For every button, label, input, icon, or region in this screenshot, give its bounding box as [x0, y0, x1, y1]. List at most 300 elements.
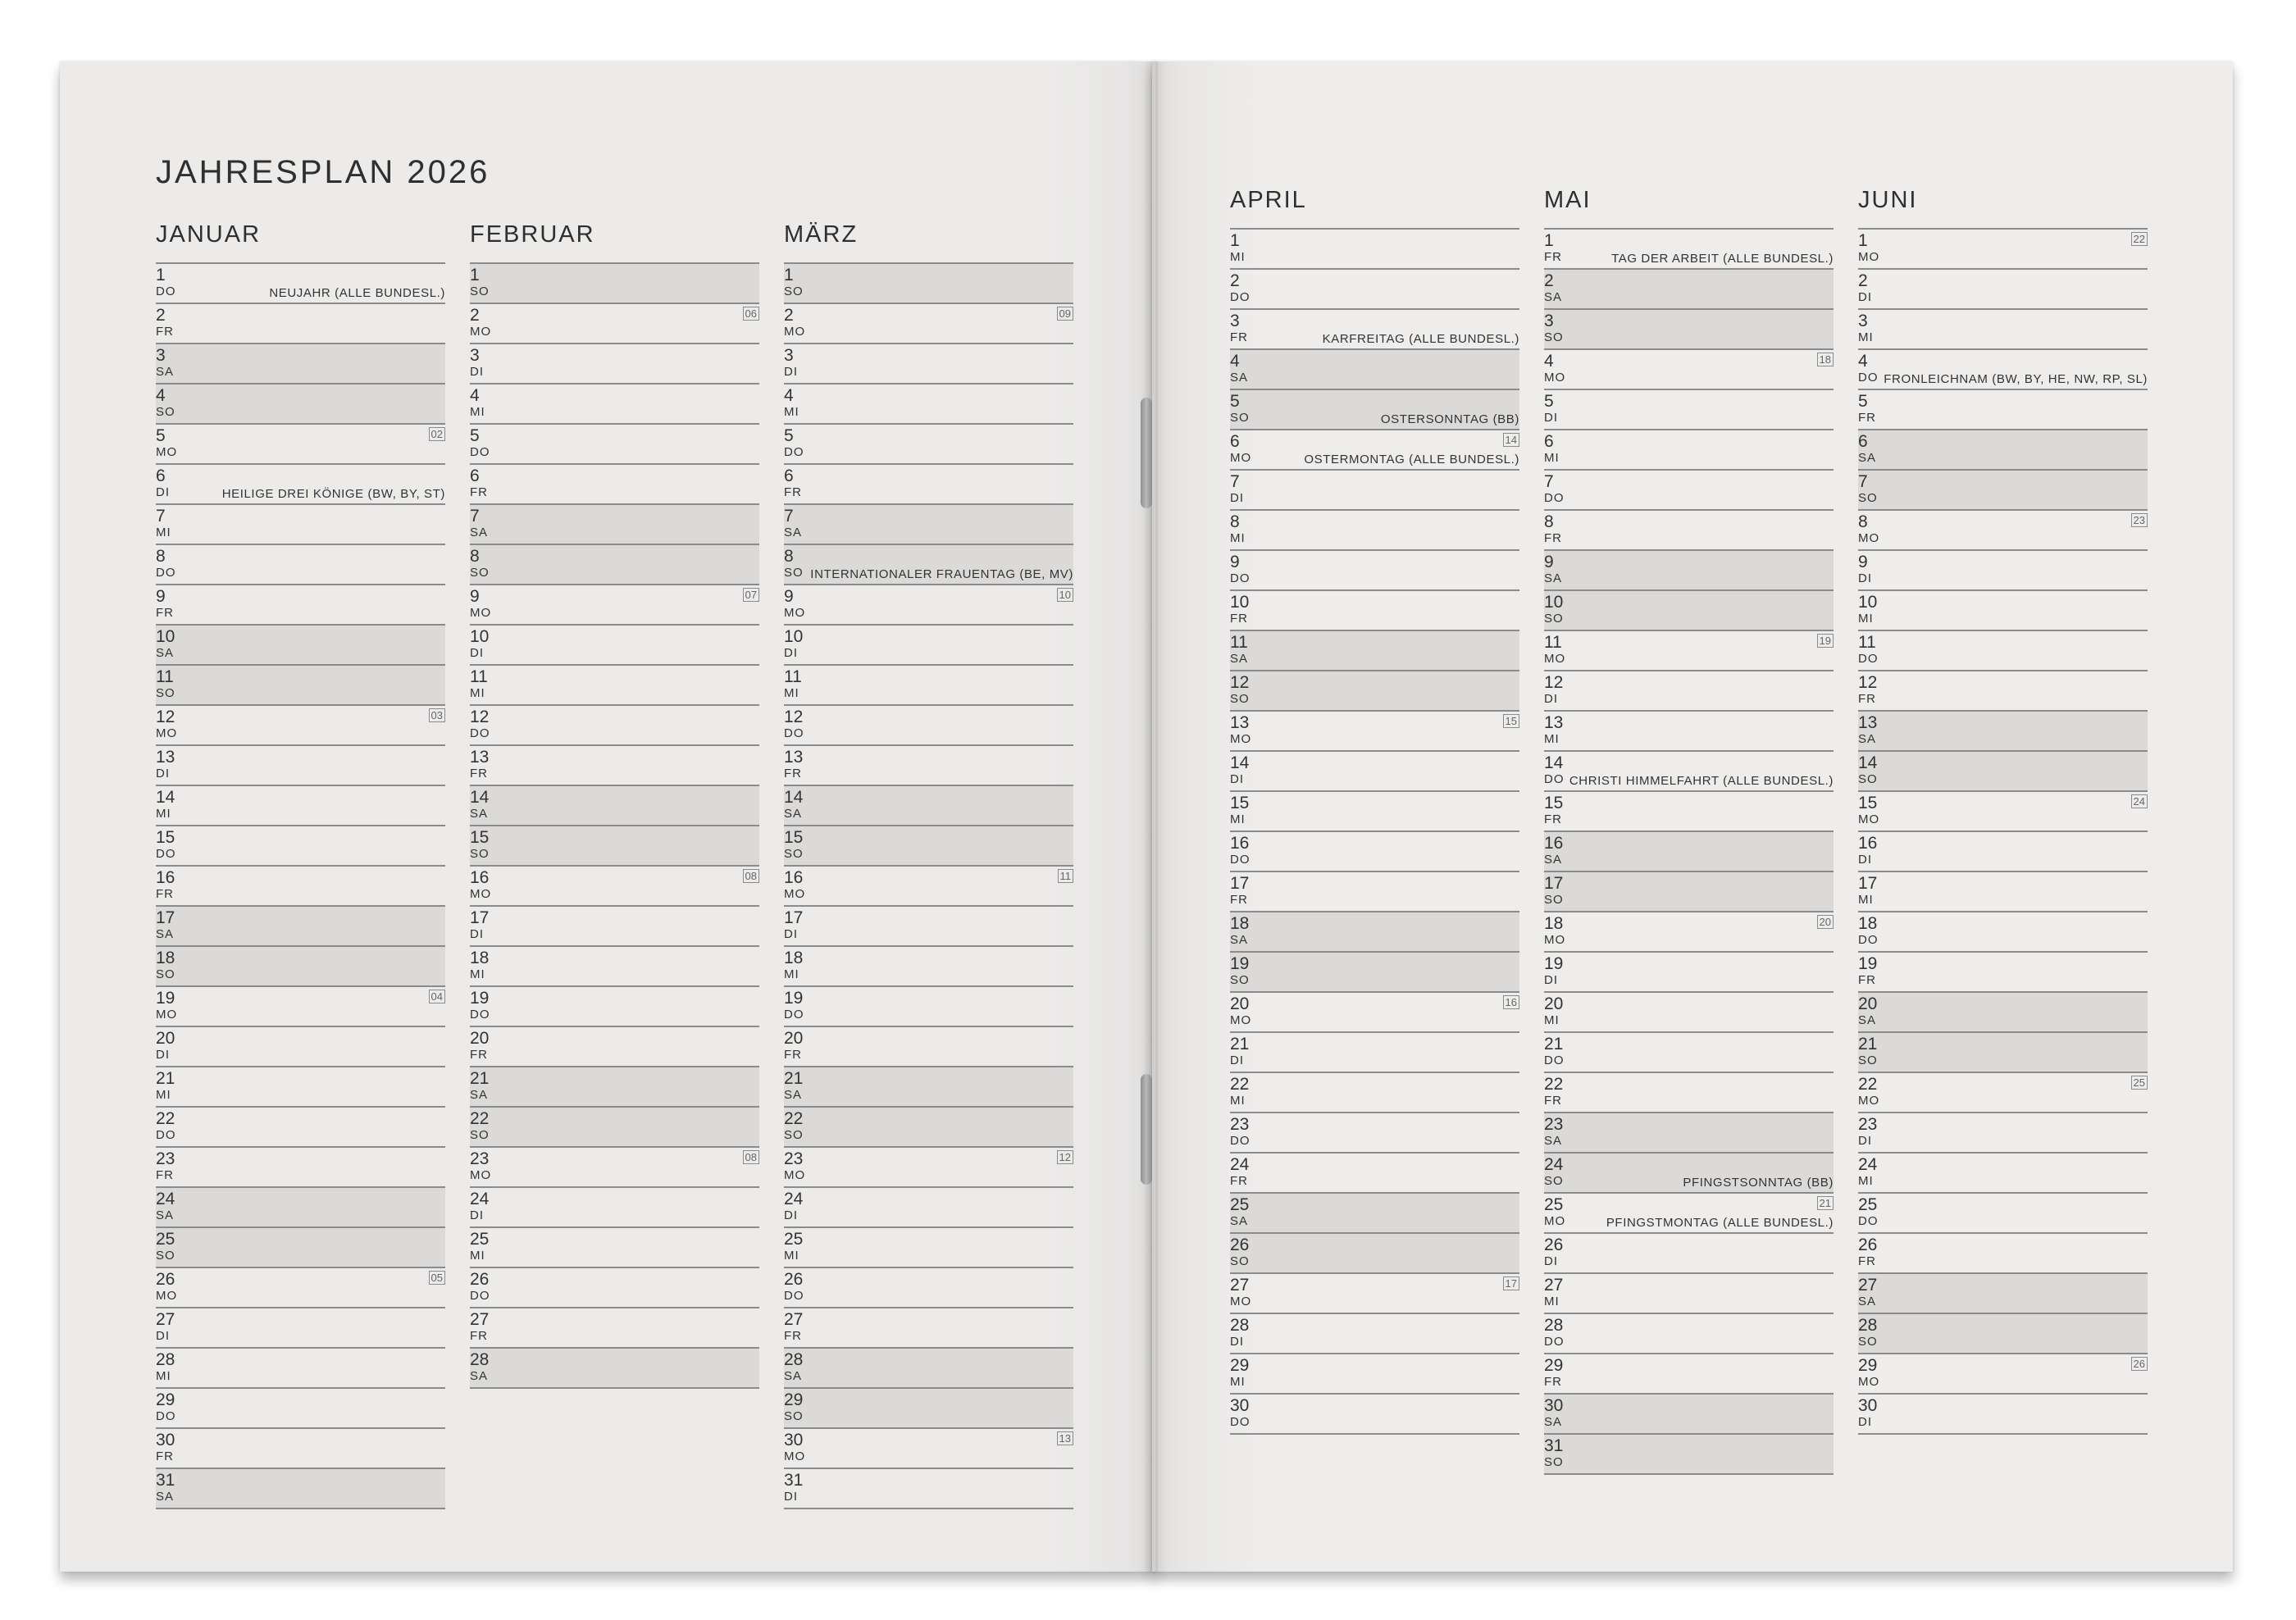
day-row — [1544, 549, 1834, 589]
day-number: 14 — [470, 788, 490, 807]
day-row — [784, 1387, 1073, 1427]
day-row — [470, 985, 759, 1026]
day-row — [784, 704, 1073, 744]
day-number: 29 — [1544, 1356, 1564, 1375]
day-row — [1230, 790, 1519, 830]
week-number-badge: 24 — [2131, 794, 2148, 808]
weekday-abbr: MO — [470, 887, 492, 901]
day-number: 14 — [1544, 753, 1564, 772]
day-number: 15 — [1230, 794, 1250, 812]
week-number-badge: 07 — [743, 588, 759, 602]
weekday-abbr: SO — [470, 566, 490, 580]
day-number: 8 — [1544, 512, 1554, 531]
day-number: 29 — [1858, 1356, 1878, 1375]
day-number: 1 — [784, 266, 794, 284]
weekday-abbr: DI — [1858, 571, 1872, 585]
day-number: 26 — [1230, 1235, 1250, 1254]
weekday-abbr: MI — [156, 1088, 171, 1102]
weekday-abbr: SO — [784, 566, 804, 580]
day-row — [156, 785, 445, 825]
day-row — [784, 1267, 1073, 1307]
day-number: 11 — [1858, 633, 1876, 652]
weekday-abbr: DI — [470, 927, 484, 941]
day-number: 11 — [156, 667, 174, 686]
day-row — [784, 383, 1073, 423]
day-row — [1544, 228, 1834, 268]
day-number: 11 — [470, 667, 488, 686]
day-number: 16 — [1544, 834, 1564, 853]
day-row — [470, 945, 759, 985]
day-number: 14 — [156, 788, 175, 807]
weekday-abbr: DI — [784, 927, 798, 941]
weekday-abbr: FR — [470, 767, 488, 780]
day-row — [1858, 790, 2148, 830]
week-number-badge: 15 — [1503, 714, 1519, 728]
day-number: 2 — [1858, 271, 1868, 290]
day-row — [1544, 1313, 1834, 1353]
weekday-abbr: FR — [1230, 612, 1248, 626]
day-row — [156, 1347, 445, 1387]
weekday-abbr: FR — [1544, 812, 1562, 826]
day-number: 1 — [1230, 231, 1240, 250]
weekday-abbr: SA — [470, 807, 489, 821]
weekday-abbr: DI — [1544, 411, 1558, 425]
day-row — [156, 865, 445, 905]
weekday-abbr: DI — [1544, 973, 1558, 987]
day-number: 18 — [470, 949, 490, 967]
day-row — [470, 664, 759, 704]
day-row — [1544, 750, 1834, 790]
day-number: 21 — [1544, 1035, 1564, 1053]
day-number: 26 — [1544, 1235, 1564, 1254]
day-number: 4 — [156, 386, 166, 405]
day-number: 12 — [784, 708, 804, 726]
day-row — [156, 544, 445, 584]
day-row — [156, 825, 445, 865]
weekday-abbr: MI — [1544, 732, 1560, 746]
day-row — [784, 1427, 1073, 1468]
day-number: 11 — [1544, 633, 1562, 652]
day-row — [156, 383, 445, 423]
day-number: 29 — [156, 1390, 175, 1409]
weekday-abbr: MI — [1858, 330, 1874, 344]
weekday-abbr: SO — [1230, 411, 1250, 425]
day-number: 7 — [470, 507, 480, 526]
day-number: 5 — [156, 426, 166, 445]
weekday-abbr: DO — [470, 1008, 490, 1022]
week-number-badge: 23 — [2131, 513, 2148, 527]
day-row — [1544, 710, 1834, 750]
weekday-abbr: FR — [156, 1449, 174, 1463]
weekday-abbr: MI — [470, 1249, 485, 1263]
day-number: 10 — [784, 627, 804, 646]
day-row — [470, 1226, 759, 1267]
weekday-abbr: DO — [1858, 371, 1879, 385]
day-number: 13 — [1544, 713, 1564, 732]
week-number-badge: 08 — [743, 1150, 759, 1164]
day-number: 8 — [784, 547, 794, 566]
holiday-label: INTERNATIONALER FRAUENTAG (BE, MV) — [810, 567, 1073, 581]
day-row — [1544, 1393, 1834, 1433]
month-end-rule — [470, 1387, 759, 1389]
day-row — [1544, 469, 1834, 509]
weekday-abbr: DO — [1858, 933, 1879, 947]
day-row — [156, 744, 445, 785]
day-number: 27 — [1858, 1276, 1878, 1295]
week-number-badge: 16 — [1503, 995, 1519, 1009]
weekday-abbr: SA — [1544, 1415, 1563, 1429]
weekday-abbr: FR — [1858, 411, 1876, 425]
day-number: 13 — [784, 748, 804, 767]
day-row — [156, 343, 445, 383]
day-row — [156, 584, 445, 624]
day-number: 16 — [1858, 834, 1878, 853]
day-number: 23 — [1544, 1115, 1564, 1134]
day-number: 27 — [156, 1310, 175, 1329]
weekday-abbr: SO — [1858, 491, 1878, 505]
day-number: 18 — [1230, 914, 1250, 933]
weekday-abbr: MO — [1230, 1013, 1252, 1027]
weekday-abbr: SO — [1858, 772, 1878, 786]
weekday-abbr: SA — [156, 646, 175, 660]
day-row — [470, 1267, 759, 1307]
day-number: 23 — [1230, 1115, 1250, 1134]
day-number: 22 — [1858, 1075, 1878, 1094]
day-number: 21 — [1858, 1035, 1878, 1053]
weekday-abbr: MO — [784, 325, 806, 339]
day-number: 8 — [1858, 512, 1868, 531]
weekday-abbr: MI — [156, 807, 171, 821]
day-number: 4 — [470, 386, 480, 405]
day-number: 1 — [1544, 231, 1554, 250]
day-row — [470, 785, 759, 825]
day-row — [470, 1307, 759, 1347]
day-number: 31 — [1544, 1436, 1564, 1455]
day-row — [1858, 1313, 2148, 1353]
weekday-abbr: DI — [1544, 1254, 1558, 1268]
weekday-abbr: DO — [1858, 652, 1879, 666]
weekday-abbr: DO — [784, 1289, 804, 1303]
day-row — [1230, 589, 1519, 630]
week-number-badge: 13 — [1057, 1431, 1073, 1445]
month-name: FEBRUAR — [470, 221, 595, 248]
weekday-abbr: DI — [784, 646, 798, 660]
day-number: 21 — [470, 1069, 490, 1088]
weekday-abbr: FR — [1544, 1094, 1562, 1108]
day-number: 2 — [784, 306, 794, 325]
weekday-abbr: SO — [1858, 1053, 1878, 1067]
day-row — [1544, 871, 1834, 911]
day-number: 2 — [1230, 271, 1240, 290]
weekday-abbr: MO — [156, 1008, 178, 1022]
weekday-abbr: MI — [1230, 1375, 1246, 1389]
weekday-abbr: MO — [1230, 1295, 1252, 1308]
day-number: 9 — [470, 587, 480, 606]
weekday-abbr: MO — [470, 325, 492, 339]
day-number: 3 — [156, 346, 166, 365]
day-row — [1544, 951, 1834, 991]
weekday-abbr: MO — [1858, 812, 1880, 826]
day-row — [470, 704, 759, 744]
day-row — [1544, 429, 1834, 469]
day-row — [1858, 389, 2148, 429]
weekday-abbr: DO — [1230, 1415, 1250, 1429]
day-row — [1858, 1112, 2148, 1152]
holiday-label: NEUJAHR (ALLE BUNDESL.) — [269, 286, 445, 300]
weekday-abbr: MO — [156, 726, 178, 740]
weekday-abbr: DO — [156, 1128, 176, 1142]
day-row — [1544, 509, 1834, 549]
weekday-abbr: MI — [1230, 531, 1246, 545]
holiday-label: OSTERMONTAG (ALLE BUNDESL.) — [1304, 453, 1519, 466]
weekday-abbr: SA — [1544, 1134, 1563, 1148]
day-row — [1858, 1353, 2148, 1393]
day-number: 27 — [1544, 1276, 1564, 1295]
day-row — [1230, 1192, 1519, 1232]
week-number-badge: 26 — [2131, 1357, 2148, 1371]
day-number: 30 — [156, 1431, 175, 1449]
day-row — [470, 262, 759, 303]
day-number: 21 — [156, 1069, 175, 1088]
day-number: 11 — [1230, 633, 1248, 652]
weekday-abbr: SA — [784, 1088, 803, 1102]
weekday-abbr: MO — [1230, 732, 1252, 746]
day-row — [784, 1347, 1073, 1387]
day-row — [1858, 630, 2148, 670]
day-row — [1858, 951, 2148, 991]
holiday-label: PFINGSTSONNTAG (BB) — [1683, 1176, 1834, 1190]
day-number: 24 — [784, 1190, 804, 1208]
day-number: 7 — [1230, 472, 1240, 491]
day-number: 8 — [1230, 512, 1240, 531]
weekday-abbr: SO — [784, 1128, 804, 1142]
weekday-abbr: DI — [1230, 772, 1244, 786]
day-row — [784, 1307, 1073, 1347]
day-row — [470, 1106, 759, 1146]
day-row — [156, 262, 445, 303]
day-number: 16 — [470, 868, 490, 887]
week-number-badge: 25 — [2131, 1076, 2148, 1090]
weekday-abbr: SA — [784, 807, 803, 821]
weekday-abbr: MO — [1544, 371, 1566, 385]
day-row — [1230, 549, 1519, 589]
day-row — [1544, 630, 1834, 670]
day-row — [1230, 830, 1519, 871]
weekday-abbr: FR — [1230, 330, 1248, 344]
weekday-abbr: SA — [156, 1490, 175, 1504]
day-number: 20 — [784, 1029, 804, 1048]
weekday-abbr: MI — [1858, 893, 1874, 907]
day-number: 24 — [1230, 1155, 1250, 1174]
day-number: 21 — [784, 1069, 804, 1088]
day-number: 17 — [156, 908, 175, 927]
weekday-abbr: MI — [1230, 250, 1246, 264]
day-row — [1544, 1353, 1834, 1393]
day-number: 13 — [1858, 713, 1878, 732]
day-row — [1230, 1313, 1519, 1353]
day-row — [470, 1066, 759, 1106]
day-row — [1544, 911, 1834, 951]
weekday-abbr: DO — [470, 445, 490, 459]
weekday-abbr: MI — [784, 405, 800, 419]
day-number: 19 — [1858, 954, 1878, 973]
day-number: 13 — [156, 748, 175, 767]
day-row — [1858, 268, 2148, 308]
day-number: 27 — [470, 1310, 490, 1329]
day-number: 15 — [1858, 794, 1878, 812]
day-row — [784, 905, 1073, 945]
day-row — [1544, 308, 1834, 348]
weekday-abbr: SO — [784, 847, 804, 861]
week-number-badge: 18 — [1817, 353, 1834, 366]
holiday-label: TAG DER ARBEIT (ALLE BUNDESL.) — [1611, 252, 1834, 266]
day-number: 7 — [1858, 472, 1868, 491]
day-row — [784, 1468, 1073, 1508]
day-number: 8 — [156, 547, 166, 566]
day-number: 10 — [470, 627, 490, 646]
day-number: 6 — [156, 466, 166, 485]
month-end-rule — [784, 1508, 1073, 1509]
day-row — [1858, 911, 2148, 951]
weekday-abbr: FR — [1230, 1174, 1248, 1188]
day-number: 9 — [156, 587, 166, 606]
day-number: 10 — [1230, 593, 1250, 612]
day-number: 24 — [470, 1190, 490, 1208]
day-row — [156, 985, 445, 1026]
day-row — [156, 664, 445, 704]
weekday-abbr: SA — [470, 1369, 489, 1383]
day-row — [156, 1146, 445, 1186]
day-number: 28 — [1544, 1316, 1564, 1335]
day-row — [1230, 911, 1519, 951]
weekday-abbr: SA — [156, 1208, 175, 1222]
holiday-label: OSTERSONNTAG (BB) — [1380, 412, 1519, 426]
day-number: 19 — [784, 989, 804, 1008]
weekday-abbr: SA — [1230, 371, 1249, 385]
weekday-abbr: SO — [470, 847, 490, 861]
day-row — [470, 503, 759, 544]
holiday-label: CHRISTI HIMMELFAHRT (ALLE BUNDESL.) — [1569, 774, 1834, 788]
day-number: 6 — [784, 466, 794, 485]
day-number: 31 — [156, 1471, 175, 1490]
weekday-abbr: MO — [470, 1168, 492, 1182]
day-number: 3 — [1544, 312, 1554, 330]
weekday-abbr: FR — [1544, 250, 1562, 264]
weekday-abbr: MI — [1544, 1013, 1560, 1027]
day-row — [1858, 710, 2148, 750]
day-number: 20 — [470, 1029, 490, 1048]
day-list — [784, 262, 1073, 1509]
week-number-badge: 09 — [1057, 307, 1073, 321]
day-row — [470, 463, 759, 503]
weekday-abbr: SA — [1858, 1295, 1877, 1308]
day-number: 7 — [156, 507, 166, 526]
day-row — [470, 303, 759, 343]
day-row — [156, 1226, 445, 1267]
weekday-abbr: MO — [1230, 451, 1252, 465]
day-number: 4 — [1544, 352, 1554, 371]
day-number: 11 — [784, 667, 802, 686]
week-number-badge: 14 — [1503, 433, 1519, 447]
day-number: 23 — [156, 1149, 175, 1168]
holiday-label: FRONLEICHNAM (BW, BY, HE, NW, RP, SL) — [1884, 372, 2148, 386]
weekday-abbr: MI — [156, 526, 171, 539]
weekday-abbr: DO — [1230, 571, 1250, 585]
week-number-badge: 05 — [429, 1271, 445, 1285]
day-row — [1230, 429, 1519, 469]
day-row — [156, 1066, 445, 1106]
weekday-abbr: DO — [470, 726, 490, 740]
weekday-abbr: FR — [1858, 973, 1876, 987]
day-row — [156, 1427, 445, 1468]
day-number: 25 — [1230, 1195, 1250, 1214]
day-row — [1544, 589, 1834, 630]
day-list — [156, 262, 445, 1509]
weekday-abbr: MI — [784, 686, 800, 700]
day-row — [1230, 509, 1519, 549]
weekday-abbr: MI — [784, 1249, 800, 1263]
day-row — [1858, 549, 2148, 589]
day-row — [470, 383, 759, 423]
day-number: 30 — [1544, 1396, 1564, 1415]
weekday-abbr: SA — [1858, 1013, 1877, 1027]
week-number-badge: 17 — [1503, 1276, 1519, 1290]
weekday-abbr: SA — [470, 1088, 489, 1102]
day-row — [784, 503, 1073, 544]
weekday-abbr: SA — [1544, 853, 1563, 867]
day-row — [784, 544, 1073, 584]
weekday-abbr: MI — [470, 967, 485, 981]
month-name: JANUAR — [156, 221, 262, 248]
month-name: MÄRZ — [784, 221, 859, 248]
day-number: 10 — [156, 627, 175, 646]
day-row — [1230, 1072, 1519, 1112]
weekday-abbr: DI — [1230, 1335, 1244, 1349]
day-number: 20 — [156, 1029, 175, 1048]
day-row — [1544, 790, 1834, 830]
day-number: 12 — [470, 708, 490, 726]
weekday-abbr: MI — [784, 967, 800, 981]
day-row — [156, 423, 445, 463]
day-number: 24 — [156, 1190, 175, 1208]
month-end-rule — [1230, 1433, 1519, 1435]
day-row — [784, 664, 1073, 704]
day-number: 30 — [784, 1431, 804, 1449]
day-row — [784, 1186, 1073, 1226]
day-number: 26 — [470, 1270, 490, 1289]
day-number: 19 — [470, 989, 490, 1008]
weekday-abbr: DI — [1544, 692, 1558, 706]
day-number: 17 — [1230, 874, 1250, 893]
month-end-rule — [156, 1508, 445, 1509]
day-row — [1858, 830, 2148, 871]
day-number: 5 — [1544, 392, 1554, 411]
weekday-abbr: FR — [1858, 692, 1876, 706]
day-number: 6 — [1230, 432, 1240, 451]
day-row — [784, 985, 1073, 1026]
weekday-abbr: DO — [156, 284, 176, 298]
weekday-abbr: SO — [1230, 973, 1250, 987]
day-number: 29 — [784, 1390, 804, 1409]
day-number: 23 — [1858, 1115, 1878, 1134]
day-row — [1230, 710, 1519, 750]
weekday-abbr: MO — [1858, 250, 1880, 264]
day-number: 30 — [1230, 1396, 1250, 1415]
day-row — [784, 423, 1073, 463]
week-number-badge: 08 — [743, 869, 759, 883]
day-number: 22 — [470, 1109, 490, 1128]
day-row — [156, 1468, 445, 1508]
